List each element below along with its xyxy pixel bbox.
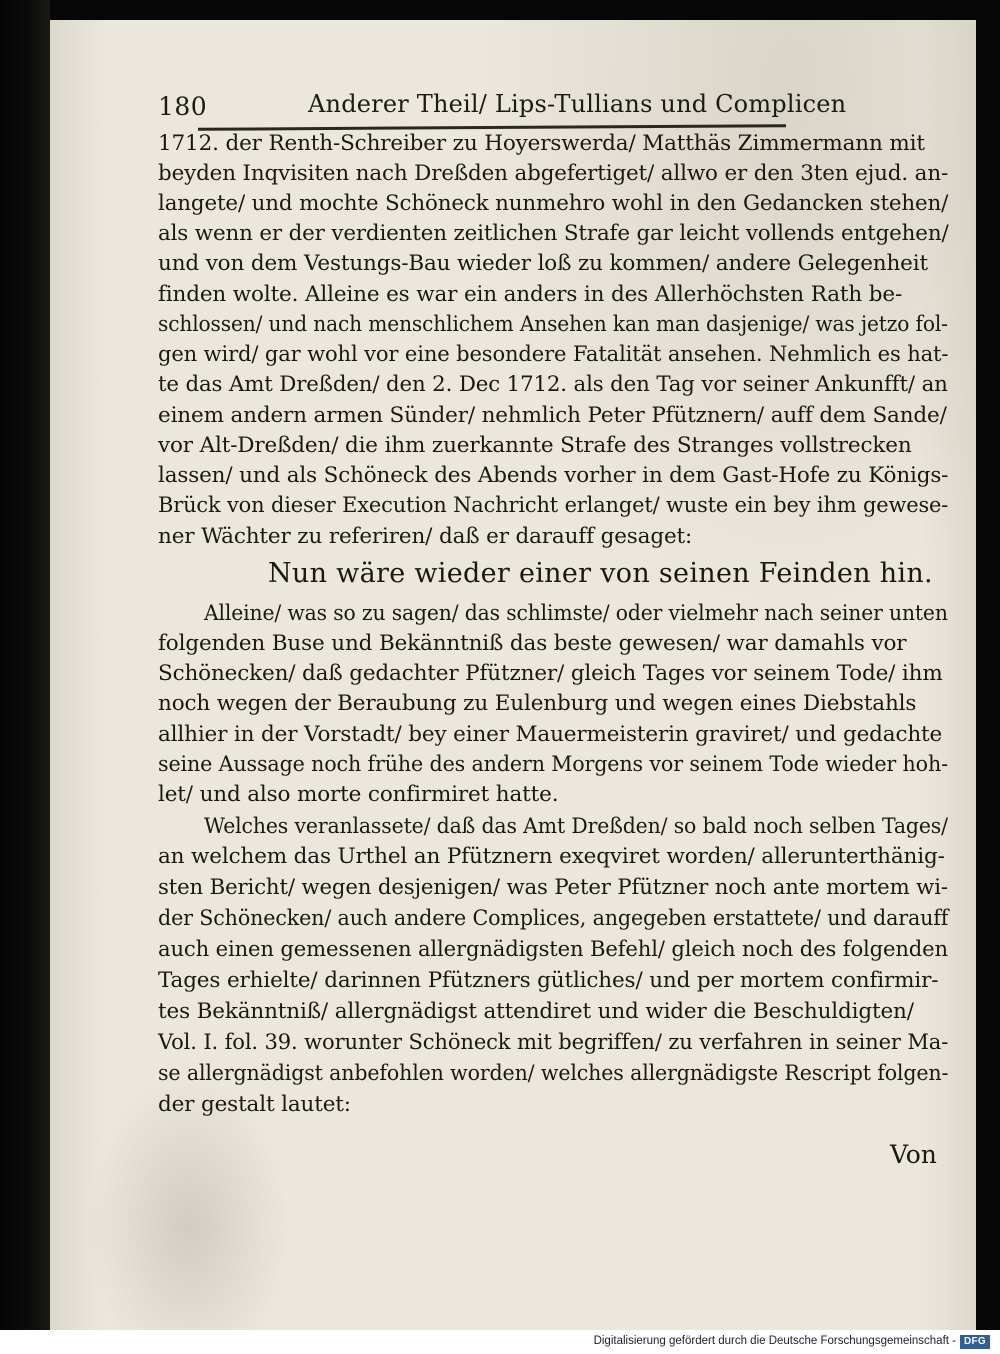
text-line: folgenden Buse und Bekänntniß das beste gewesen/ war damahls vor [158, 631, 907, 656]
page-number: 180 [158, 92, 208, 121]
text-line: an welchem das Urthel an Pfütznern exeqviret worden/ allerunterthänig- [158, 844, 945, 869]
dfg-logo: DFG [960, 1335, 990, 1349]
text-line: allhier in der Vorstadt/ bey einer Mauermeisterin graviret/ und gedachte [158, 722, 943, 747]
text-line: langete/ und mochte Schöneck nunmehro wohl in den Gedancken stehen/ [158, 191, 949, 216]
text-line: seine Aussage noch frühe des andern Morgens vor seinem Tode wieder hoh- [158, 752, 948, 777]
funding-credit: Digitalisierung gefördert durch die Deutsche Forschungsgemeinschaft - [593, 1335, 956, 1347]
text-line: beyden Inqvisiten nach Dreßden abgefertiget/ allwo er den 3ten ejud. an- [158, 161, 949, 186]
text-line: einem andern armen Sünder/ nehmlich Peter Pfütznern/ auff dem Sande/ [158, 403, 947, 428]
text-line: finden wolte. Alleine es war ein anders in des Allerhöchsten Rath be- [158, 282, 903, 307]
text-line: auch einen gemessenen allergnädigsten Befehl/ gleich noch des folgenden [158, 937, 949, 962]
footer-bar [0, 1330, 1000, 1354]
text-line: Tages erhielte/ darinnen Pfützners gütliches/ und per mortem confirmir- [158, 968, 939, 993]
text-line: ner Wächter zu referiren/ daß er darauff gesaget: [158, 524, 693, 549]
text-line: sten Bericht/ wegen desjenigen/ was Peter Pfützner noch ante mortem wi- [158, 875, 948, 900]
text-line: lassen/ und als Schöneck des Abends vorher in dem Gast-Hofe zu Königs- [158, 463, 949, 488]
text-line: der gestalt lautet: [158, 1092, 351, 1117]
catchword: Von [890, 1140, 937, 1169]
text-line: let/ und also morte confirmiret hatte. [158, 782, 559, 807]
paragraph-start-line: Welches veranlassete/ daß das Amt Dreßden/ so bald noch selben Tages/ [204, 814, 948, 839]
text-line: gen wird/ gar wohl vor eine besondere Fatalität ansehen. Nehmlich es hat- [158, 342, 949, 367]
page-header [158, 84, 847, 124]
quoted-statement: Nun wäre wieder einer von seinen Feinden hin. [268, 558, 933, 589]
text-line: schlossen/ und nach menschlichem Ansehen kan man dasjenige/ was jetzo fol- [158, 312, 948, 337]
text-line: Brück von dieser Execution Nachricht erlanget/ wuste ein bey ihm gewese- [158, 493, 949, 518]
text-line: te das Amt Dreßden/ den 2. Dec 1712. als den Tag vor seiner Ankunfft/ an [158, 372, 948, 397]
text-line: vor Alt-Dreßden/ die ihm zuerkannte Strafe des Stranges vollstrecken [158, 433, 912, 458]
text-line: tes Bekänntniß/ allergnädigst attendiret und wider die Beschuldigten/ [158, 999, 914, 1024]
text-line: Vol. I. fol. 39. worunter Schöneck mit begriffen/ zu verfahren in seiner Ma- [158, 1030, 949, 1055]
text-line: noch wegen der Beraubung zu Eulenburg und wegen eines Diebstahls [158, 691, 917, 716]
book-spine-edge [0, 0, 50, 1330]
text-line: und von dem Vestungs-Bau wieder loß zu kommen/ andere Gelegenheit [158, 251, 928, 276]
text-line: der Schönecken/ auch andere Complices, angegeben erstattete/ und darauff [158, 906, 949, 931]
text-line: Schönecken/ daß gedachter Pfützner/ gleich Tages vor seinem Tode/ ihm [158, 661, 943, 686]
text-line: se allergnädigst anbefohlen worden/ welches allergnädigste Rescript folgen- [158, 1061, 949, 1086]
text-line: 1712. der Renth-Schreiber zu Hoyerswerda/ Matthäs Zimmermann mit [158, 131, 925, 156]
paragraph-start-line: Alleine/ was so zu sagen/ das schlimste/ oder vielmehr nach seiner unten [204, 601, 948, 626]
running-title: Anderer Theil/ Lips-Tullians und Complicen [308, 90, 847, 118]
text-line: als wenn er der verdienten zeitlichen Strafe gar leicht vollends entgehen/ [158, 221, 949, 246]
